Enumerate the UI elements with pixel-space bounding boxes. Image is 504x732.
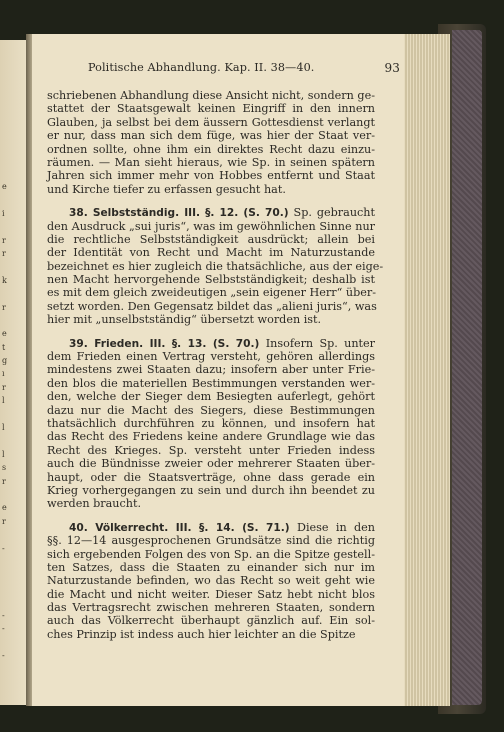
text-line: nen Macht hervorgehende Selbstständigkeit; deshalb ist xyxy=(47,273,375,287)
text-line: ten Satzes, dass die Staaten zu einander sich nur im xyxy=(47,560,375,574)
text-line: es mit dem gleich zweideutigen „sein eigener Herr“ über- xyxy=(47,286,377,300)
text-line: den Ausdruck „sui juris“, was im gewöhnlichen Sinne nur xyxy=(47,219,375,233)
page-edges xyxy=(398,34,450,706)
margin-fragment xyxy=(2,193,20,206)
text-line: schriebenen Abhandlung diese Ansicht nicht, sondern ge- xyxy=(47,89,375,102)
text-line: ordnen sollte, ohne ihm ein direktes Recht dazu einzu- xyxy=(47,142,375,156)
text-line: Naturzustande befinden, wo das Recht so weit geht wie xyxy=(47,574,375,588)
running-header xyxy=(88,61,400,77)
heading-line-text: Sp. gebraucht xyxy=(288,206,375,220)
margin-fragment: g xyxy=(2,356,8,366)
margin-fragment xyxy=(2,528,20,541)
margin-fragment xyxy=(2,488,20,501)
margin-fragment xyxy=(2,582,20,595)
header-title: Politische Abhandlung. Kap. II. 38—40. xyxy=(88,61,315,74)
margin-fragment: ı xyxy=(2,369,5,379)
paragraph xyxy=(47,206,384,327)
margin-fragment: e xyxy=(2,182,7,191)
text-line: werden braucht. xyxy=(47,497,141,511)
margin-fragment: r xyxy=(2,248,6,258)
book-page xyxy=(32,34,404,706)
text-line: der Identität von Recht und Macht im Naturzustande xyxy=(47,246,375,260)
margin-fragment: s xyxy=(2,463,7,473)
margin-fragment: - xyxy=(2,623,5,633)
text-line: auch das Völkerrecht überhaupt gänzlich auf. Ein sol- xyxy=(47,614,375,628)
margin-fragment xyxy=(2,568,20,581)
text-line: sich ergebenden Folgen des von Sp. an die Spitze gestell- xyxy=(47,547,375,561)
text-line: dem Frieden einen Vertrag versteht, gehören allerdings xyxy=(47,350,375,364)
margin-fragment: r xyxy=(2,302,6,312)
margin-fragment: t xyxy=(2,342,6,352)
margin-fragment: - xyxy=(2,650,5,660)
section-heading: 39. Frieden. III. §. 13. (S. 70.) xyxy=(69,337,260,350)
book-cover-cloth xyxy=(452,30,482,705)
margin-fragment xyxy=(2,434,20,447)
text-line: stattet der Staatsgewalt keinen Eingriff in den innern xyxy=(47,102,375,116)
text-line: setzt worden. Den Gegensatz bildet das „alieni juris“, was xyxy=(47,299,377,313)
text-line: das Recht des Friedens keine andere Grundlage wie das xyxy=(47,430,375,444)
paragraph xyxy=(47,337,375,511)
margin-fragment: l xyxy=(2,396,5,406)
text-line: die Macht und nicht weiter. Dieser Satz hebt nicht blos xyxy=(47,587,375,601)
page-number: 93 xyxy=(384,61,400,75)
margin-fragment xyxy=(2,635,20,648)
section-heading: 38. Selbstständig. III. §. 12. (S. 70.) xyxy=(69,207,289,220)
text-line: §§. 12—14 ausgesprochenen Grundsätze sind die richtig xyxy=(47,534,375,548)
margin-fragment: - xyxy=(2,543,5,553)
margin-fragment: - xyxy=(2,610,5,620)
text-line: dazu nur die Macht des Siegers, diese Bestimmungen xyxy=(47,403,375,417)
text-line: Krieg vorhergegangen zu sein und durch ihn beendet zu xyxy=(47,483,375,497)
margin-fragment: r xyxy=(2,516,6,526)
text-line: räumen. — Man sieht hieraus, wie Sp. in seinen spätern xyxy=(47,155,375,169)
text-line: den blos die materiellen Bestimmungen verstanden wer- xyxy=(47,376,375,390)
text-line: Glauben, ja selbst bei dem äussern Gottesdienst verlangt xyxy=(47,115,375,129)
margin-fragment xyxy=(2,408,20,421)
margin-fragment: r xyxy=(2,235,6,245)
text-line: haupt, oder die Staatsverträge, ohne dass gerade ein xyxy=(47,470,375,484)
text-line: bezeichnet es hier zugleich die thatsächliche, aus der eige- xyxy=(47,259,384,273)
text-line: mindestens zwei Staaten dazu; insofern aber unter Frie- xyxy=(47,363,375,377)
text-line: hier mit „unselbstständig“ übersetzt worden ist. xyxy=(47,313,322,327)
margin-fragment xyxy=(2,314,20,327)
text-line: ches Prinzip ist indess auch hier leichter an die Spitze xyxy=(47,627,356,641)
text-line: Recht des Krieges. Sp. versteht unter Frieden indess xyxy=(47,443,375,457)
facing-page-text-fragments xyxy=(2,180,20,662)
margin-fragment: e xyxy=(2,329,7,339)
text-line: den, welche der Sieger dem Besiegten auferlegt, gehört xyxy=(47,390,375,404)
heading-line-text: Diese in den xyxy=(289,520,375,534)
facing-page xyxy=(0,40,28,705)
text-line: die rechtliche Selbstständigkeit ausdrückt; allein bei xyxy=(47,232,375,246)
margin-fragment xyxy=(2,595,20,608)
margin-fragment: r xyxy=(2,382,6,392)
margin-fragment: k xyxy=(2,275,7,285)
paragraph xyxy=(47,89,375,196)
text-line: auch die Bündnisse zweier oder mehrerer Staaten über- xyxy=(47,457,375,471)
margin-fragment: l xyxy=(2,449,5,459)
text-line xyxy=(47,521,375,534)
paragraph xyxy=(47,521,375,642)
margin-fragment xyxy=(2,260,20,273)
margin-fragment: r xyxy=(2,476,6,486)
body-text xyxy=(47,89,384,641)
text-line xyxy=(47,337,375,350)
text-line: und Kirche tiefer zu erfassen gesucht hat. xyxy=(47,182,286,196)
text-line: Jahren sich immer mehr von Hobbes entfernt und Staat xyxy=(47,169,375,183)
margin-fragment xyxy=(2,287,20,300)
text-line xyxy=(47,206,375,219)
text-line: thatsächlich durchführen zu können, und insofern hat xyxy=(47,416,375,430)
heading-line-text: Insofern Sp. unter xyxy=(259,336,376,350)
margin-fragment: i xyxy=(2,208,5,218)
margin-fragment: l xyxy=(2,423,5,433)
text-line: er nur, dass man sich dem füge, was hier der Staat ver- xyxy=(47,129,375,143)
text-line: das Vertragsrecht zwischen mehreren Staaten, sondern xyxy=(47,601,375,615)
margin-fragment xyxy=(2,555,20,568)
margin-fragment: e xyxy=(2,503,7,513)
margin-fragment xyxy=(2,220,20,233)
section-heading: 40. Völkerrecht. III. §. 14. (S. 71.) xyxy=(69,521,290,534)
